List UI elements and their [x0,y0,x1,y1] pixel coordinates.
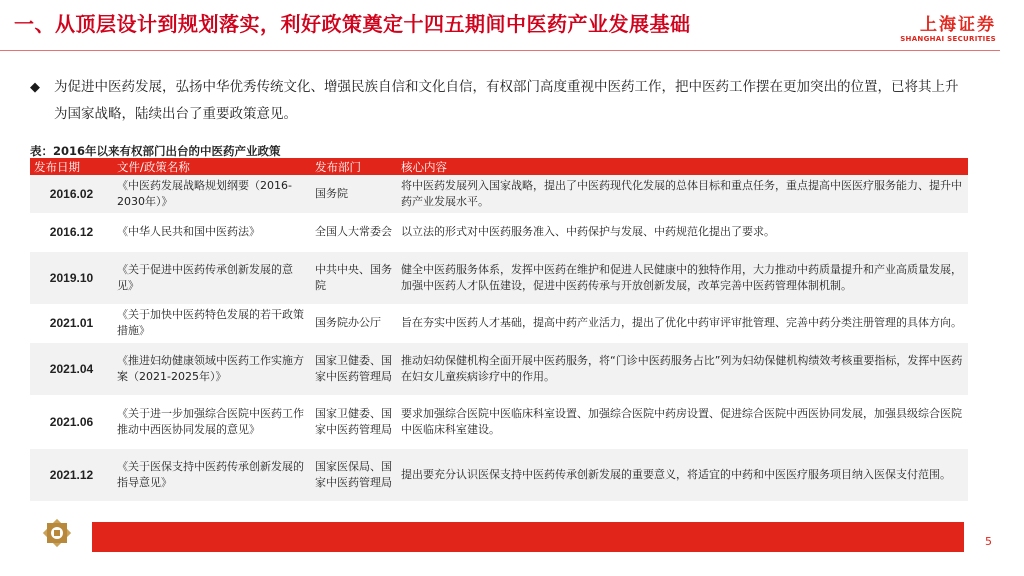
row-dept: 国家医保局、国家中医药管理局 [311,448,397,501]
footer-bar [92,522,964,552]
row-date: 2021.04 [30,342,113,395]
row-date: 2019.10 [30,251,113,304]
brand-logo [900,10,996,43]
row-content: 以立法的形式对中医药服务准入、中药保护与发展、中药规范化提出了要求。 [397,213,968,251]
row-policy-name: 《推进妇幼健康领域中医药工作实施方案（2021-2025年）》 [113,342,311,395]
row-dept: 中共中央、国务院 [311,251,397,304]
table-row [30,448,968,501]
slide-title: 一、从顶层设计到规划落实，利好政策奠定十四五期间中医药产业发展基础 [14,12,691,36]
table-row [30,395,968,448]
row-content: 旨在夯实中医药人才基础，提高中药产业活力，提出了优化中药审评审批管理、完善中药分类注册管理的具体方向。 [397,304,968,342]
row-content: 将中医药发展列入国家战略，提出了中医药现代化发展的总体目标和重点任务，重点提高中医医疗服务能力、提升中药产业发展水平。 [397,175,968,213]
row-policy-name: 《中医药发展战略规划纲要（2016-2030年）》 [113,175,311,213]
footer-logo-icon [40,516,74,550]
header-date: 发布日期 [30,158,113,175]
row-policy-name: 《中华人民共和国中医药法》 [113,213,311,251]
page-number: 5 [985,535,992,548]
table-row [30,342,968,395]
row-date: 2016.12 [30,213,113,251]
row-policy-name: 《关于医保支持中医药传承创新发展的指导意见》 [113,448,311,501]
brand-name-cn: 上海证券 [920,15,996,35]
table-header-row [30,158,968,175]
row-content: 要求加强综合医院中医临床科室设置、加强综合医院中药房设置、促进综合医院中西医协同发展，加强县级综合医院中医临床科室建设。 [397,395,968,448]
table-row [30,251,968,304]
row-date: 2021.01 [30,304,113,342]
row-content: 推动妇幼保健机构全面开展中医药服务，将“门诊中医药服务占比”列为妇幼保健机构绩效考核重要指标，发挥中医药在妇女儿童疾病诊疗中的作用。 [397,342,968,395]
title-divider [0,50,1000,51]
intro-bullet [30,74,970,128]
policy-table [30,158,968,502]
row-policy-name: 《关于进一步加强综合医院中医药工作推动中西医协同发展的意见》 [113,395,311,448]
header-content: 核心内容 [397,158,968,175]
table-row [30,175,968,213]
diamond-bullet-icon: ◆ [30,80,40,95]
intro-text: 为促进中医药发展，弘扬中华优秀传统文化、增强民族自信和文化自信，有权部门高度重视中医药工作，把中医药工作摆在更加突出的位置，已将其上升为国家战略，陆续出台了重要政策意见。 [54,79,959,122]
row-policy-name: 《关于促进中医药传承创新发展的意见》 [113,251,311,304]
row-dept: 全国人大常委会 [311,213,397,251]
table-caption: 表：2016年以来有权部门出台的中医药产业政策 [30,144,281,158]
row-content: 提出要充分认识医保支持中医药传承创新发展的重要意义，将适宜的中药和中医医疗服务项目纳入医保支付范围。 [397,448,968,501]
header-name: 文件/政策名称 [113,158,311,175]
row-dept: 国家卫健委、国家中医药管理局 [311,395,397,448]
table-row [30,304,968,342]
row-content: 健全中医药服务体系，发挥中医药在维护和促进人民健康中的独特作用，大力推动中药质量提升和产业高质量发展，加强中医药人才队伍建设，促进中医药传承与开放创新发展，改革完善中医药管理体制机制。 [397,251,968,304]
row-policy-name: 《关于加快中医药特色发展的若干政策措施》 [113,304,311,342]
row-dept: 国务院 [311,175,397,213]
row-dept: 国家卫健委、国家中医药管理局 [311,342,397,395]
row-dept: 国务院办公厅 [311,304,397,342]
brand-name-en: SHANGHAI SECURITIES [900,35,996,43]
row-date: 2021.12 [30,448,113,501]
row-date: 2021.06 [30,395,113,448]
header-dept: 发布部门 [311,158,397,175]
row-date: 2016.02 [30,175,113,213]
table-row [30,213,968,251]
